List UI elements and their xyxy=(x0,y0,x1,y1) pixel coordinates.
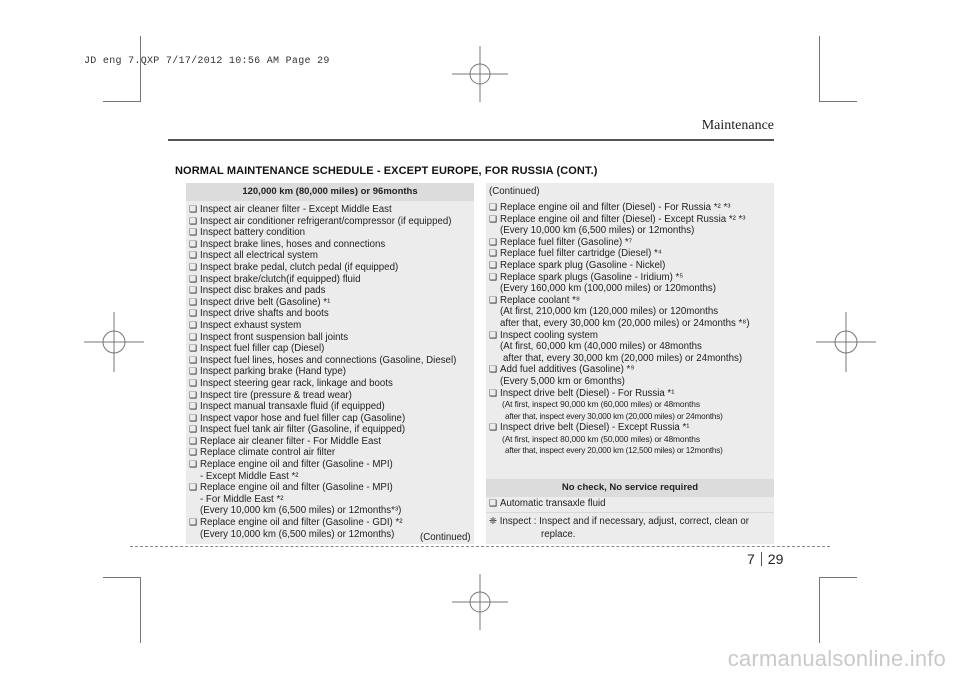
checkbox-icon: ❑ xyxy=(489,329,498,340)
list-item: ❑ Replace spark plugs (Gasoline - Iridium) *⁵ xyxy=(489,271,684,283)
list-item-detail: after that, inspect every 20,000 km (12,500 miles) or 12months) xyxy=(505,446,723,456)
page-separator xyxy=(761,552,762,566)
crop-mark xyxy=(819,101,857,102)
checkbox-icon: ❑ xyxy=(489,236,498,247)
inspect-definition-note xyxy=(489,516,773,541)
checkbox-icon: ❑ xyxy=(189,435,198,446)
checkbox-icon: ❑ xyxy=(189,204,198,214)
list-item: ❑ Inspect air conditioner refrigerant/compressor (if equipped) xyxy=(189,215,452,227)
checkbox-icon: ❑ xyxy=(189,424,198,435)
list-item-detail: after that, every 30,000 km (20,000 miles) or 24months) xyxy=(503,352,743,364)
crop-mark xyxy=(103,101,141,102)
checkbox-icon: ❑ xyxy=(489,271,498,282)
crop-mark xyxy=(103,577,141,578)
crop-mark xyxy=(140,577,141,643)
checkbox-icon: ❑ xyxy=(189,354,198,365)
chapter-number: 7 xyxy=(747,551,755,567)
no-check-item: ❑ Automatic transaxle fluid xyxy=(489,498,606,509)
list-item: ❑ Inspect fuel lines, hoses and connections (Gasoline, Diesel) xyxy=(189,354,457,366)
checkbox-icon: ❑ xyxy=(489,294,498,305)
list-item: ❑ Inspect parking brake (Hand type) xyxy=(189,366,346,378)
checkbox-icon: ❑ xyxy=(189,389,198,400)
list-item: ❑ Replace climate control air filter xyxy=(189,447,336,459)
checkbox-icon: ❑ xyxy=(189,261,198,272)
checkbox-icon: ❑ xyxy=(489,364,498,375)
list-item: ❑ Replace engine oil and filter (Diesel) - For Russia *² *³ xyxy=(489,202,731,213)
list-item-detail: (Every 10,000 km (6,500 miles) or 12months*³) xyxy=(200,505,402,517)
list-item: ❑ Replace engine oil and filter (Gasoline - MPI) xyxy=(189,459,393,471)
list-item-detail: (Every 10,000 km (6,500 miles) or 12months) xyxy=(500,225,695,237)
list-item: ❑ Inspect brake lines, hoses and connections xyxy=(189,238,386,250)
checkbox-icon: ❑ xyxy=(489,498,498,508)
checkbox-icon: ❑ xyxy=(489,387,498,398)
checkbox-icon: ❑ xyxy=(189,343,198,354)
list-item: ❑ Replace spark plug (Gasoline - Nickel) xyxy=(489,259,666,271)
right-checklist xyxy=(489,202,750,457)
registration-mark-icon xyxy=(452,574,508,630)
page-number-value: 29 xyxy=(767,551,784,567)
list-item-detail: (At first, inspect 80,000 km (50,000 miles) or 48months xyxy=(502,433,700,444)
checkbox-icon: ❑ xyxy=(489,202,498,212)
checkbox-icon: ❑ xyxy=(189,250,198,261)
list-item-detail: (At first, inspect 90,000 km (60,000 miles) or 48months xyxy=(502,399,700,410)
print-header: JD eng 7.QXP 7/17/2012 10:56 AM Page 29 xyxy=(84,56,330,67)
list-item: ❑ Replace air cleaner filter - For Middle East xyxy=(189,435,381,447)
checkbox-icon: ❑ xyxy=(189,227,198,238)
interval-header: 120,000 km (80,000 miles) or 96months xyxy=(186,183,474,201)
checkbox-icon: ❑ xyxy=(489,259,498,270)
checkbox-icon: ❑ xyxy=(189,319,198,330)
checkbox-icon: ❑ xyxy=(189,482,198,493)
crop-mark xyxy=(819,36,820,102)
checkbox-icon: ❑ xyxy=(189,517,198,528)
checkbox-icon: ❑ xyxy=(189,447,198,458)
checkbox-icon: ❑ xyxy=(189,401,198,412)
list-item: ❑ Replace coolant *⁸ xyxy=(489,294,581,306)
list-item: ❑ Inspect drive belt (Gasoline) *¹ xyxy=(189,296,331,308)
continued-label: (Continued) xyxy=(420,532,471,543)
continued-label: (Continued) xyxy=(489,186,540,197)
list-item: ❑ Inspect fuel tank air filter (Gasoline, if equipped) xyxy=(189,424,406,436)
checkbox-icon: ❑ xyxy=(189,285,198,296)
checkbox-icon: ❑ xyxy=(189,459,198,470)
list-item-detail: after that, every 30,000 km (20,000 miles) or 24months *⁸) xyxy=(500,317,750,329)
list-item: ❑ Inspect brake/clutch(if equipped) fluid xyxy=(189,273,361,285)
list-item: ❑ Replace fuel filter cartridge (Diesel) *⁴ xyxy=(489,248,662,260)
list-item: ❑ Inspect manual transaxle fluid (if equipped) xyxy=(189,401,385,413)
section-title: Maintenance xyxy=(701,118,774,133)
checkbox-icon: ❑ xyxy=(189,296,198,307)
list-item-detail: (At first, 60,000 km (40,000 miles) or 48months xyxy=(500,341,702,353)
list-item-detail: (At first, 210,000 km (120,000 miles) or 120months xyxy=(500,306,719,318)
list-item-detail: - For Middle East *² xyxy=(200,493,284,505)
list-item: ❑ Inspect steering gear rack, linkage and boots xyxy=(189,377,393,389)
list-item: ❑ Inspect fuel filler cap (Diesel) xyxy=(189,343,325,355)
list-item-detail: after that, inspect every 30,000 km (20,000 miles) or 24months) xyxy=(505,411,723,421)
list-item: ❑ Inspect cooling system xyxy=(489,329,598,341)
no-check-header: No check, No service required xyxy=(486,479,774,497)
schedule-title: NORMAL MAINTENANCE SCHEDULE - EXCEPT EUROPE, FOR RUSSIA (CONT.) xyxy=(175,165,598,177)
list-item: ❑ Inspect battery condition xyxy=(189,227,306,239)
header-rule xyxy=(168,139,774,141)
list-item: ❑ Inspect tire (pressure & tread wear) xyxy=(189,389,352,401)
no-check-panel xyxy=(486,479,774,497)
list-item-detail: (Every 160,000 km (100,000 miles) or 120months) xyxy=(500,283,716,295)
checkbox-icon: ❑ xyxy=(489,213,498,224)
crop-mark xyxy=(819,577,857,578)
list-item: ❑ Replace engine oil and filter (Diesel) - Except Russia *² *³ xyxy=(489,213,746,225)
list-item: ❑ Inspect drive belt (Diesel) - For Russia *¹ xyxy=(489,387,675,399)
list-item: ❑ Inspect vapor hose and fuel filler cap (Gasoline) xyxy=(189,412,406,424)
checkbox-icon: ❑ xyxy=(489,422,498,433)
list-item: ❑ Inspect exhaust system xyxy=(189,319,302,331)
checkbox-icon: ❑ xyxy=(189,377,198,388)
checkbox-icon: ❑ xyxy=(189,273,198,284)
crop-mark xyxy=(140,36,141,102)
watermark: carmanualsonline.info xyxy=(727,646,946,671)
left-checklist xyxy=(189,204,456,540)
checkbox-icon: ❑ xyxy=(189,308,198,319)
inspect-note-line2: replace. xyxy=(541,528,576,540)
list-item: ❑ Inspect front suspension ball joints xyxy=(189,331,349,343)
registration-mark-icon xyxy=(84,312,144,372)
checkbox-icon: ❑ xyxy=(189,215,198,226)
inspect-note-line1: ❈ Inspect : Inspect and if necessary, adjust, correct, clean or xyxy=(489,516,749,527)
list-item: ❑ Inspect brake pedal, clutch pedal (if equipped) xyxy=(189,261,399,273)
list-item-detail: (Every 5,000 km or 6months) xyxy=(500,375,625,387)
list-item: ❑ Inspect drive belt (Diesel) - Except Russia *¹ xyxy=(489,422,690,434)
list-item: ❑ Add fuel additives (Gasoline) *⁹ xyxy=(489,364,635,376)
list-item: ❑ Replace engine oil and filter (Gasoline - GDI) *² xyxy=(189,517,403,529)
list-item: ❑ Replace fuel filter (Gasoline) *⁷ xyxy=(489,236,633,248)
registration-mark-icon xyxy=(816,312,876,372)
checkbox-icon: ❑ xyxy=(489,248,498,259)
checkbox-icon: ❑ xyxy=(189,331,198,342)
registration-mark-icon xyxy=(452,46,508,102)
list-item: ❑ Replace engine oil and filter (Gasoline - MPI) xyxy=(189,482,393,494)
list-item: ❑ Inspect all electrical system xyxy=(189,250,318,262)
list-item-detail: (Every 10,000 km (6,500 miles) or 12months) xyxy=(200,528,395,540)
list-item: ❑ Inspect drive shafts and boots xyxy=(189,308,329,320)
checkbox-icon: ❑ xyxy=(189,238,198,249)
list-item: ❑ Inspect disc brakes and pads xyxy=(189,285,326,297)
checkbox-icon: ❑ xyxy=(189,412,198,423)
list-item: ❑ Inspect air cleaner filter - Except Middle East xyxy=(189,204,392,215)
crop-mark xyxy=(819,577,820,643)
checkbox-icon: ❑ xyxy=(189,366,198,377)
page-number xyxy=(747,551,783,567)
note-divider xyxy=(486,512,774,513)
list-item-detail: - Except Middle East *² xyxy=(200,470,299,482)
footer-dotted-rule xyxy=(130,546,830,547)
